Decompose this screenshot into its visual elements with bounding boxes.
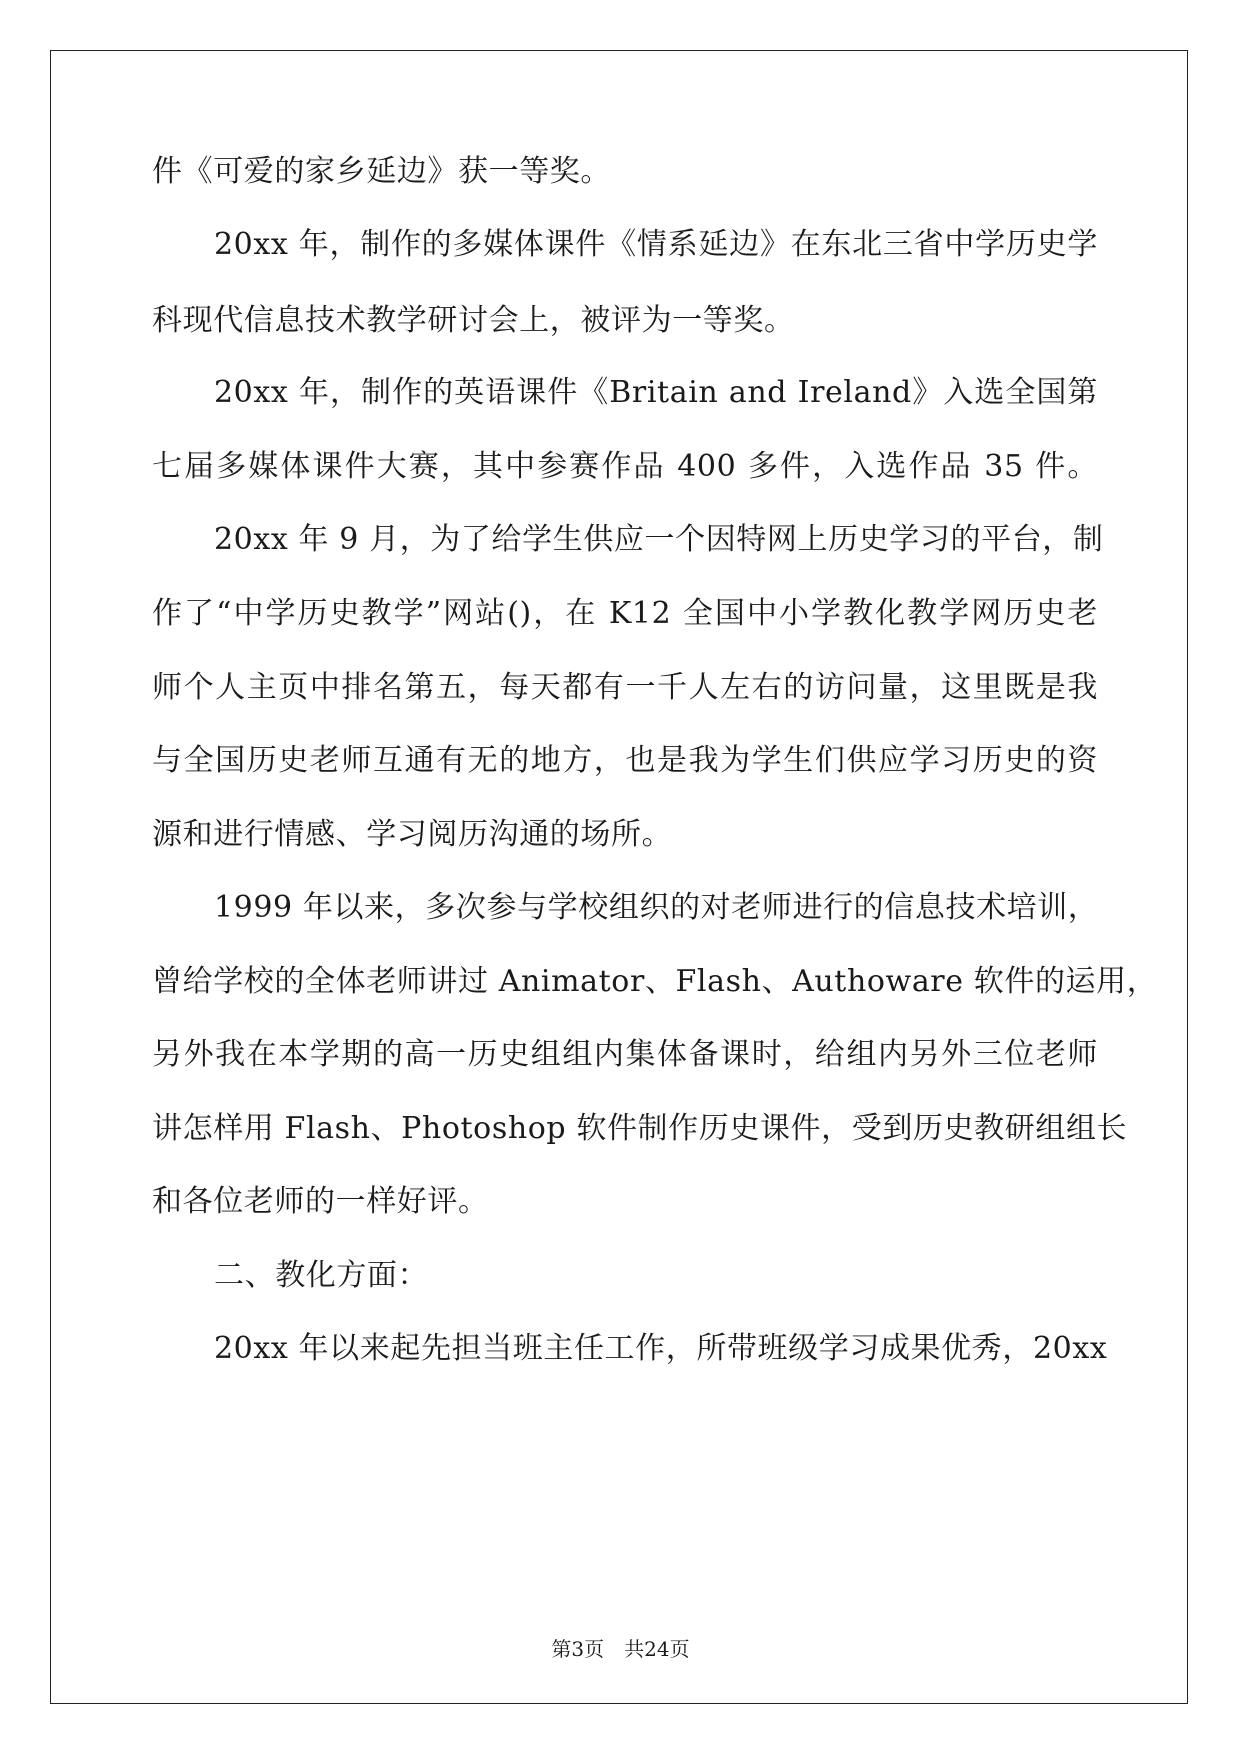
text-line: 曾给学校的全体老师讲过 Animator、Flash、Authoware 软件的运用，	[152, 964, 1158, 999]
text-line: 20xx 年，制作的英语课件《Britain and Ireland》入选全国第	[214, 375, 1098, 410]
page-border	[50, 50, 1188, 1704]
text-line: 科现代信息技术教学研讨会上，被评为一等奖。	[152, 303, 795, 338]
text-line: 20xx 年 9 月，为了给学生供应一个因特网上历史学习的平台，制	[214, 522, 1104, 557]
text-line: 源和进行情感、学习阅历沟通的场所。	[152, 817, 673, 852]
text-line: 与全国历史老师互通有无的地方，也是我为学生们供应学习历史的资	[152, 743, 1098, 778]
page-number: 第3页 共24页	[551, 1637, 690, 1661]
text-line: 师个人主页中排名第五，每天都有一千人左右的访问量，这里既是我	[152, 670, 1098, 705]
text-line: 作了“中学历史教学”网站()，在 K12 全国中小学教化教学网历史老	[152, 596, 1098, 631]
text-line: 20xx 年，制作的多媒体课件《情系延边》在东北三省中学历史学	[214, 227, 1098, 262]
text-line: 20xx 年以来起先担当班主任工作，所带班级学习成果优秀，20xx	[214, 1331, 1108, 1366]
text-line: 七届多媒体课件大赛，其中参赛作品 400 多件，入选作品 35 件。	[152, 449, 1098, 484]
text-line: 和各位老师的一样好评。	[152, 1184, 489, 1219]
section-heading: 二、教化方面：	[214, 1258, 429, 1293]
text-line: 另外我在本学期的高一历史组组内集体备课时，给组内另外三位老师	[152, 1037, 1098, 1072]
text-line: 件《可爱的家乡延边》获一等奖。	[152, 154, 611, 189]
text-line: 1999 年以来，多次参与学校组织的对老师进行的信息技术培训，	[214, 890, 1099, 925]
text-line: 讲怎样用 Flash、Photoshop 软件制作历史课件，受到历史教研组组长	[152, 1111, 1128, 1146]
